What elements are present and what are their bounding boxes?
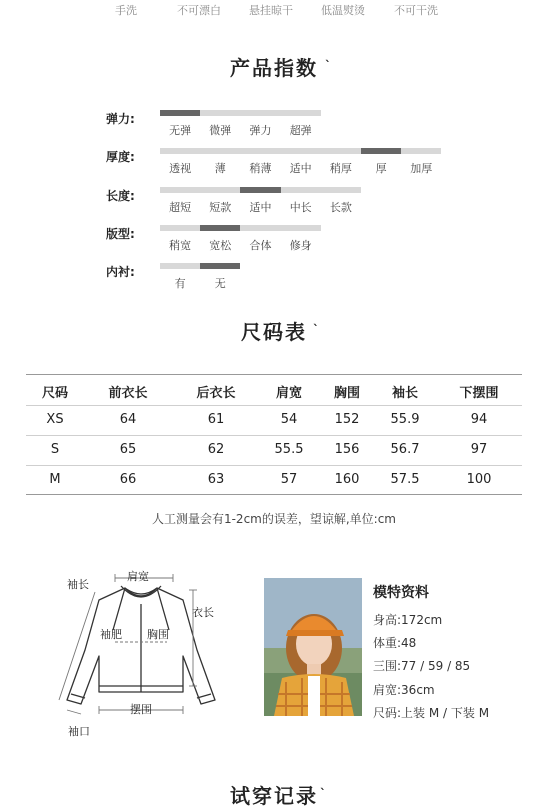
care-item: 不可漂白	[177, 4, 221, 17]
index-option: 微弹	[209, 124, 232, 137]
tick-mark-icon: ˎ	[313, 312, 321, 326]
table-cell: 57.5	[390, 472, 420, 487]
index-option: 适中	[249, 201, 272, 214]
index-row-label: 厚度:	[106, 150, 135, 164]
model-info-line: 身高:172cm	[373, 613, 443, 627]
table-cell: 152	[334, 412, 360, 427]
diagram-label-body-length: 衣长	[192, 606, 214, 619]
section-title-try-on	[0, 776, 548, 809]
diagram-label-chest: 胸围	[147, 628, 169, 641]
table-header-cell: 肩宽	[275, 386, 303, 401]
care-item: 低温熨烫	[321, 4, 365, 17]
index-option: 厚	[375, 162, 387, 175]
index-scale-bar	[160, 110, 321, 116]
section-title-text: 尺码表	[241, 320, 307, 344]
index-option: 中长	[289, 201, 312, 214]
tick-mark-icon: ˎ	[325, 48, 333, 62]
section-title-size-chart	[0, 312, 548, 345]
index-option: 合体	[249, 239, 272, 252]
index-option: 有	[174, 277, 186, 290]
index-selected-segment	[200, 225, 240, 231]
index-option: 适中	[289, 162, 312, 175]
table-cell: 66	[119, 472, 137, 487]
diagram-label-sleeve-width: 袖肥	[100, 628, 122, 641]
index-row-label: 内衬:	[106, 265, 135, 279]
index-selected-segment	[160, 110, 200, 116]
table-cell: S	[50, 442, 60, 457]
index-option: 无	[214, 277, 226, 290]
table-cell: M	[49, 472, 61, 487]
index-option: 无弹	[169, 124, 192, 137]
index-option: 薄	[214, 162, 226, 175]
table-header-cell: 胸围	[333, 386, 361, 401]
table-cell: 94	[470, 412, 488, 427]
section-title-product-index	[0, 48, 548, 81]
index-scale-bar	[160, 187, 361, 193]
table-cell: 56.7	[390, 442, 420, 457]
index-option: 超短	[169, 201, 192, 214]
diagram-label-cuff: 袖口	[68, 725, 90, 738]
section-title-text: 产品指数	[230, 56, 318, 80]
index-row-label: 弹力:	[106, 112, 135, 126]
care-item: 不可干洗	[394, 4, 438, 17]
index-row-label: 版型:	[106, 227, 135, 241]
model-info-line: 肩宽:36cm	[373, 683, 435, 697]
index-option: 透视	[169, 162, 192, 175]
tick-mark-icon: ˎ	[320, 776, 328, 790]
model-info-line: 尺码:上装 M / 下装 M	[373, 706, 490, 720]
table-bottom-rule	[26, 494, 522, 495]
table-cell: 156	[334, 442, 360, 457]
table-header-cell: 后衣长	[196, 386, 236, 401]
diagram-label-shoulder: 肩宽	[127, 570, 149, 583]
index-option: 修身	[289, 239, 312, 252]
table-top-rule	[26, 374, 522, 375]
table-cell: 55.5	[274, 442, 304, 457]
index-option: 短款	[209, 201, 232, 214]
table-header-cell: 前衣长	[108, 386, 148, 401]
diagram-label-sleeve-length: 袖长	[67, 578, 89, 591]
index-option: 稍厚	[329, 162, 352, 175]
table-cell: XS	[46, 412, 64, 427]
section-title-text: 试穿记录	[230, 784, 318, 808]
care-item: 手洗	[115, 4, 137, 17]
table-cell: 100	[466, 472, 492, 487]
index-option: 长款	[329, 201, 352, 214]
index-option: 超弹	[289, 124, 312, 137]
diagram-label-hem: 摆围	[130, 703, 152, 716]
table-cell: 62	[207, 442, 225, 457]
table-header-cell: 袖长	[391, 386, 419, 401]
measurement-note: 人工测量会有1-2cm的误差，望谅解,单位:cm	[151, 512, 397, 526]
model-info-title: 模特资料	[373, 585, 429, 601]
index-scale-bar	[160, 263, 240, 269]
table-rule	[26, 405, 522, 406]
model-info-line: 体重:48	[373, 636, 417, 650]
index-option: 宽松	[209, 239, 232, 252]
table-header-cell: 下摆围	[459, 386, 499, 401]
index-scale-bar	[160, 148, 441, 154]
index-scale-bar	[160, 225, 321, 231]
index-option: 加厚	[410, 162, 433, 175]
model-info-line: 三围:77 / 59 / 85	[373, 659, 471, 673]
index-option: 稍宽	[169, 239, 192, 252]
table-header-cell: 尺码	[41, 386, 69, 401]
index-option: 稍薄	[249, 162, 272, 175]
table-cell: 160	[334, 472, 360, 487]
table-cell: 64	[119, 412, 137, 427]
table-rule	[26, 465, 522, 466]
care-instructions	[0, 2, 548, 18]
index-row-label: 长度:	[106, 189, 135, 203]
model-photo	[264, 578, 362, 716]
index-selected-segment	[240, 187, 280, 193]
table-cell: 65	[119, 442, 137, 457]
index-selected-segment	[361, 148, 401, 154]
table-cell: 55.9	[390, 412, 420, 427]
table-cell: 63	[207, 472, 225, 487]
index-selected-segment	[200, 263, 240, 269]
table-cell: 57	[280, 472, 298, 487]
index-option: 弹力	[249, 124, 272, 137]
table-cell: 61	[207, 412, 225, 427]
table-cell: 97	[470, 442, 488, 457]
care-item: 悬挂晾干	[249, 4, 293, 17]
table-rule	[26, 435, 522, 436]
table-cell: 54	[280, 412, 298, 427]
